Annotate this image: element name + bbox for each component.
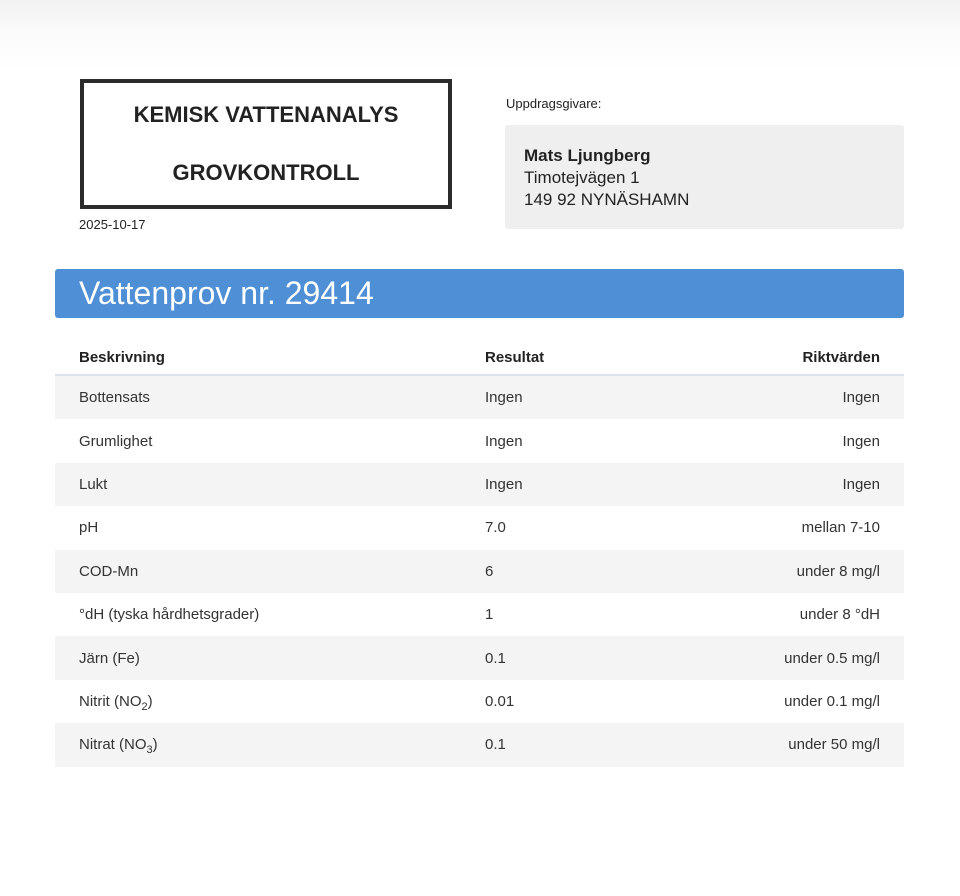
row-result: 0.1 (485, 636, 685, 679)
row-description: pH (79, 519, 99, 537)
results-table (55, 340, 904, 767)
table-row (55, 593, 904, 636)
report-date: 2025-10-17 (79, 217, 146, 232)
client-street: Timotejvägen 1 (524, 168, 640, 187)
sample-title: Vattenprov nr. 29414 (79, 275, 374, 311)
description-subscript: 3 (146, 744, 153, 757)
row-guideline: Ingen (685, 375, 904, 419)
row-description: Bottensats (55, 375, 485, 419)
row-result: Ingen (485, 375, 685, 419)
row-guideline: under 50 mg/l (685, 723, 904, 766)
row-result: 0.1 (485, 723, 685, 766)
table-row (55, 375, 904, 419)
row-result: Ingen (485, 463, 685, 506)
client-postal-city: 149 92 NYNÄSHAMN (524, 190, 690, 209)
row-result: 6 (485, 550, 685, 593)
description-text: Nitrit (NO (79, 692, 142, 710)
row-description: Järn (Fe) (55, 636, 485, 679)
table-row (55, 506, 904, 549)
description-subscript: 2 (141, 700, 148, 713)
row-description: °dH (tyska hårdhetsgrader) (79, 606, 260, 624)
row-description: Lukt (55, 463, 485, 506)
row-guideline: Ingen (842, 432, 880, 450)
row-guideline: under 0.1 mg/l (784, 692, 880, 710)
table-row (55, 680, 904, 723)
top-shadow (0, 0, 960, 70)
header-result: Resultat (485, 340, 685, 375)
header-description: Beskrivning (55, 340, 485, 375)
table-row (55, 723, 904, 766)
row-description (55, 680, 485, 723)
sample-banner (55, 269, 904, 318)
table-row (55, 419, 904, 462)
report-subtitle: GROVKONTROLL (172, 160, 360, 185)
row-result: 0.01 (485, 692, 515, 710)
row-description (55, 723, 485, 766)
table-row (55, 463, 904, 506)
row-guideline: Ingen (685, 463, 904, 506)
table-header-row (55, 340, 904, 375)
client-label: Uppdragsgivare: (506, 96, 602, 111)
table-row (55, 636, 904, 679)
row-result: 1 (485, 606, 494, 624)
header-guideline: Riktvärden (685, 340, 904, 375)
row-result: Ingen (485, 432, 523, 450)
row-description: Grumlighet (79, 432, 153, 450)
row-description: COD-Mn (55, 550, 485, 593)
client-name: Mats Ljungberg (524, 146, 651, 165)
description-suffix: ) (147, 692, 153, 710)
table-row (55, 550, 904, 593)
row-guideline: mellan 7-10 (801, 519, 880, 537)
description-suffix: ) (152, 736, 158, 754)
description-text: Nitrat (NO (79, 736, 147, 754)
row-guideline: under 0.5 mg/l (685, 636, 904, 679)
report-title: KEMISK VATTENANALYS (133, 102, 399, 127)
report-title-box (80, 79, 452, 209)
row-guideline: under 8 °dH (799, 606, 880, 624)
row-result: 7.0 (485, 519, 506, 537)
row-guideline: under 8 mg/l (685, 550, 904, 593)
client-address-box (505, 125, 904, 229)
